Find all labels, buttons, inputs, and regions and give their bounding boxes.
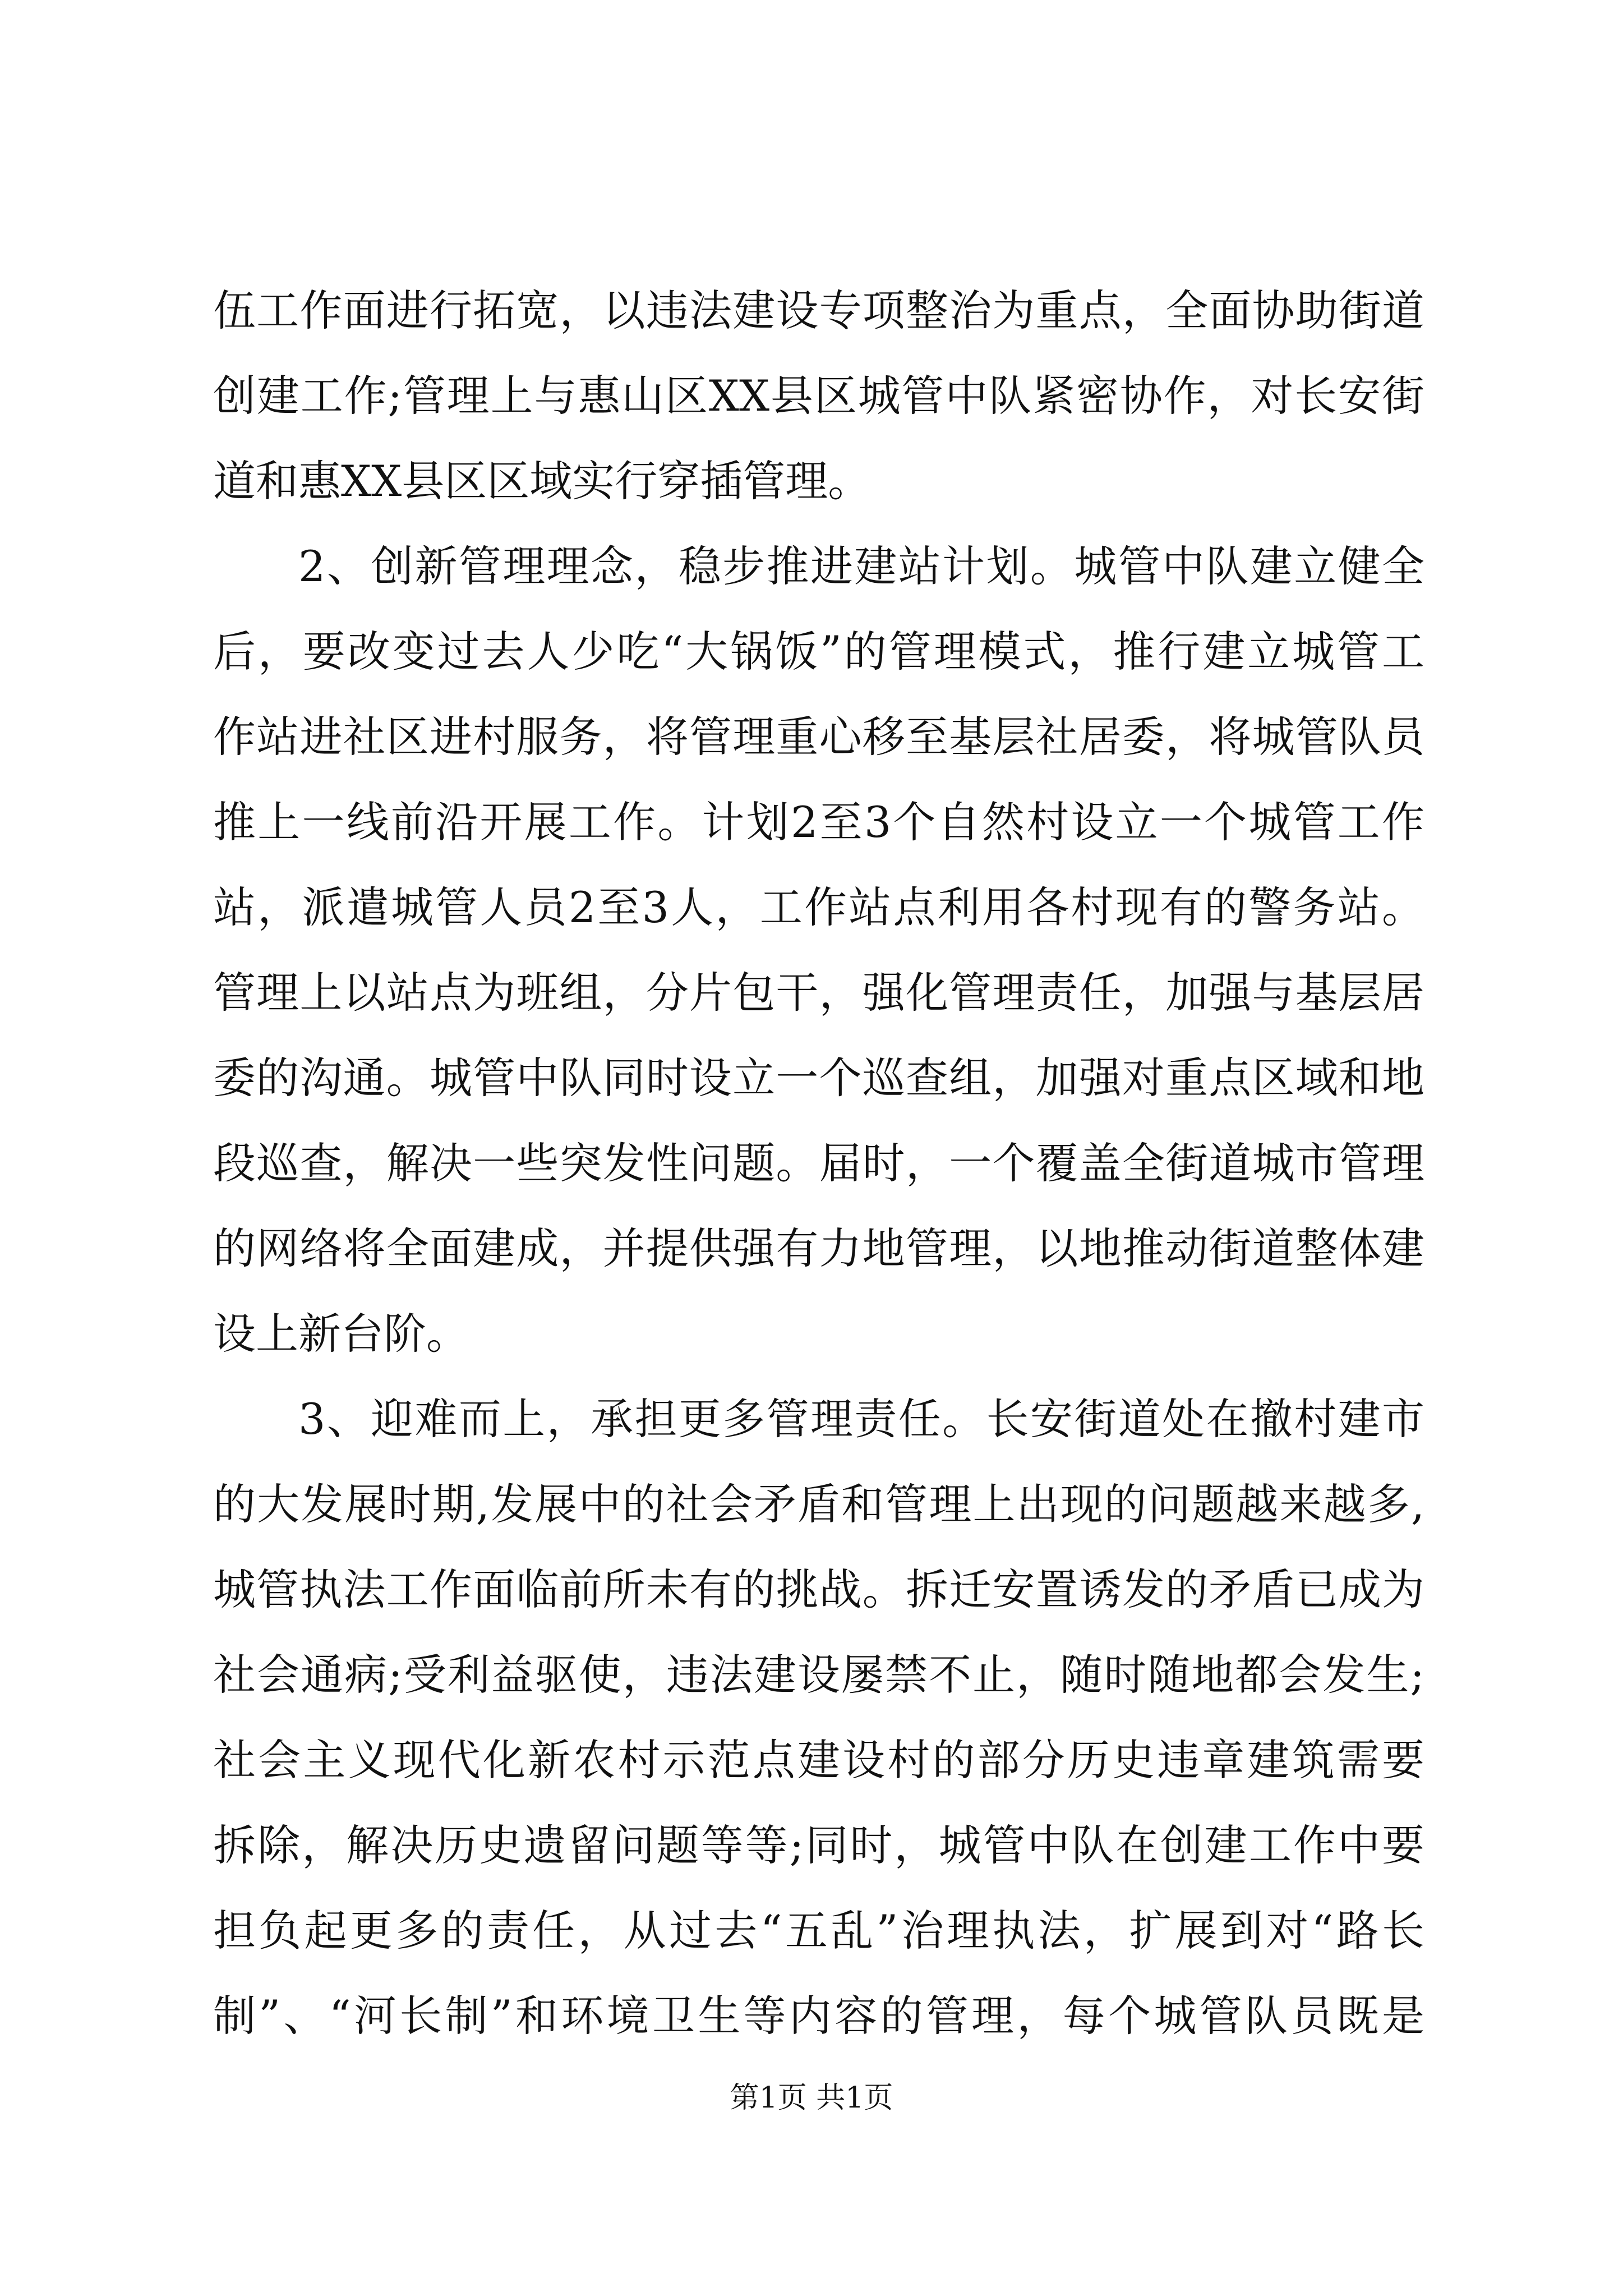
text-line: 后，要改变过去人少吃“大锅饭”的管理模式，推行建立城管工 xyxy=(213,627,1424,677)
text-line: 的大发展时期,发展中的社会矛盾和管理上出现的问题越来越多, xyxy=(213,1479,1424,1529)
text-line: 3、迎难而上，承担更多管理责任。长安街道处在撤村建市 xyxy=(298,1394,1424,1444)
text-line: 作站进社区进村服务，将管理重心移至基层社居委，将城管队员 xyxy=(213,712,1424,762)
text-line: 社会主义现代化新农村示范点建设村的部分历史违章建筑需要 xyxy=(213,1735,1424,1785)
text-line: 设上新台阶。 xyxy=(213,1309,469,1359)
paragraph-2 xyxy=(213,524,1424,1377)
text-line: 推上一线前沿开展工作。计划2至3个自然村设立一个城管工作 xyxy=(213,797,1424,847)
text-line: 制”、“河长制”和环境卫生等内容的管理，每个城管队员既是 xyxy=(213,1991,1424,2041)
text-line: 城管执法工作面临前所未有的挑战。拆迁安置诱发的矛盾已成为 xyxy=(213,1565,1424,1614)
text-line: 的网络将全面建成，并提供强有力地管理，以地推动街道整体建 xyxy=(213,1223,1424,1273)
text-line: 道和惠XX县区区域实行穿插管理。 xyxy=(213,456,871,506)
text-line: 创建工作;管理上与惠山区XX县区城管中队紧密协作，对长安街 xyxy=(213,371,1424,421)
text-line: 2、创新管理理念，稳步推进建站计划。城管中队建立健全 xyxy=(298,541,1424,591)
text-line: 担负起更多的责任，从过去“五乱”治理执法，扩展到对“路长 xyxy=(213,1906,1424,1955)
text-line: 段巡查，解决一些突发性问题。届时，一个覆盖全街道城市管理 xyxy=(213,1138,1424,1188)
text-line: 委的沟通。城管中队同时设立一个巡查组，加强对重点区域和地 xyxy=(213,1053,1424,1103)
document-body xyxy=(213,268,1424,2059)
text-line: 站，派遣城管人员2至3人，工作站点利用各村现有的警务站。 xyxy=(213,882,1424,932)
text-line: 管理上以站点为班组，分片包干，强化管理责任，加强与基层居 xyxy=(213,968,1424,1018)
text-line: 社会通病;受利益驱使，违法建设屡禁不止，随时随地都会发生; xyxy=(213,1650,1424,1700)
text-line: 拆除，解决历史遗留问题等等;同时，城管中队在创建工作中要 xyxy=(213,1820,1424,1870)
paragraph-3 xyxy=(213,1377,1424,2059)
page-number-footer: 第1页 共1页 xyxy=(730,2081,893,2115)
paragraph-1 xyxy=(213,268,1424,524)
text-line: 伍工作面进行拓宽，以违法建设专项整治为重点，全面协助街道 xyxy=(213,286,1424,335)
